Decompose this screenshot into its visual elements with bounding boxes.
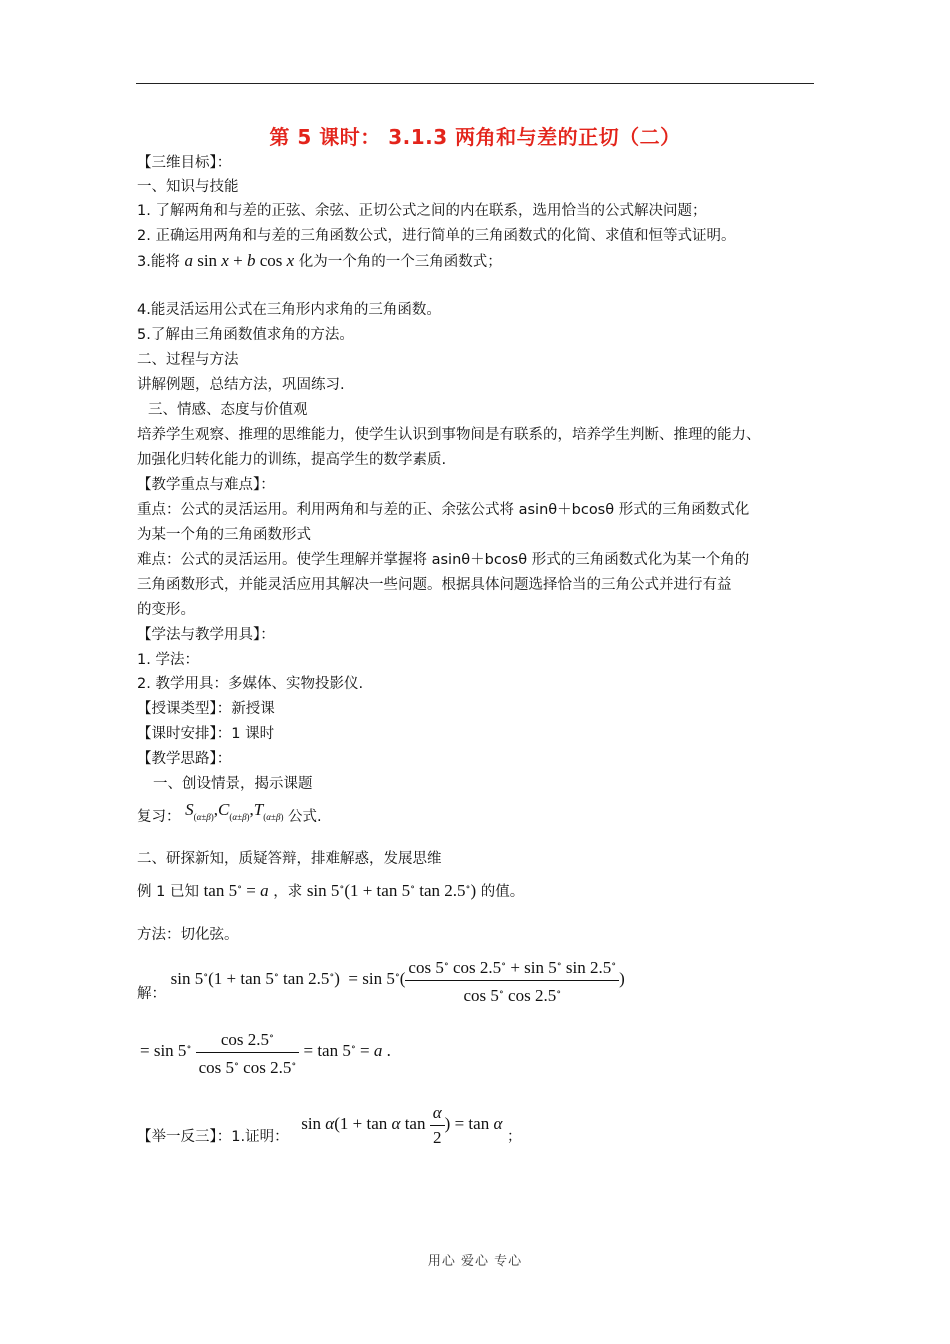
subsection-heading: 二、过程与方法 xyxy=(137,352,239,368)
subsection-heading: 一、创设情景，揭示课题 xyxy=(153,776,313,792)
text-line: 讲解例题，总结方法，巩固练习. xyxy=(137,377,345,393)
text-fragment: 化为一个角的一个三角函数式； xyxy=(298,254,502,270)
text-line: 5.了解由三角函数值求角的方法。 xyxy=(137,327,354,343)
text-line: 2. 教学用具：多媒体、实物投影仪. xyxy=(137,676,364,692)
text-fragment: ，求 xyxy=(273,884,303,900)
header-rule xyxy=(136,83,814,84)
section-heading: 【三维目标】： xyxy=(137,155,232,171)
text-line: 加强化归转化能力的训练，提高学生的数学素质. xyxy=(137,452,447,468)
text-line: 难点：公式的灵活运用。使学生理解并掌握将 asinθ＋bcosθ 形式的三角函数式化为某一个角的 xyxy=(137,552,750,568)
section-heading: 【授课类型】：新授课 xyxy=(137,701,275,717)
formula-example-expression: sin 5∘(1 + tan 5∘ tan 2.5∘) xyxy=(306,881,477,900)
text-fragment: 例 1 已知 xyxy=(137,884,199,900)
text-line: 2. 正确运用两角和与差的三角函数公式，进行简单的三角函数式的化简、求值和恒等式证明。 xyxy=(137,228,736,244)
text-line: 1. 学法： xyxy=(137,652,199,668)
section-heading: 【教学重点与难点】： xyxy=(137,477,275,493)
subsection-heading: 一、知识与技能 xyxy=(137,179,239,195)
solution-line xyxy=(137,950,625,1020)
formula-tan5-eq-a: tan 5∘ = a xyxy=(203,881,269,900)
formula-solution-step2: = sin 5∘ $\frac{\cos 2.5^\circ}{\cos 5^\circ \cos 2.5^\circ}$ = tan 5∘ = a . xyxy=(140,1041,391,1060)
section-heading: 【课时安排】：1 课时 xyxy=(137,726,275,742)
solution-label: 解： xyxy=(137,986,166,1002)
text-line-formula xyxy=(137,251,502,272)
text-fragment: 公式. xyxy=(288,809,322,825)
solution-line-2 xyxy=(140,1022,391,1080)
page-footer: 用心 爱心 专心 xyxy=(427,1254,523,1269)
text-fragment: 3.能将 xyxy=(137,254,180,270)
text-line: 三角函数形式，并能灵活应用其解决一些问题。根据具体问题选择恰当的三角公式并进行有益 xyxy=(137,577,732,593)
text-fragment: 【举一反三】：1.证明： xyxy=(137,1129,289,1145)
text-fragment: 复习： xyxy=(137,809,181,825)
subsection-heading: 二、研探新知，质疑答辩，排难解惑，发展思维 xyxy=(137,851,442,867)
practice-line xyxy=(137,1098,522,1163)
text-fragment: 的值。 xyxy=(480,884,525,900)
text-line: 培养学生观察、推理的思维能力，使学生认识到事物间是有联系的，培养学生判断、推理的能力、 xyxy=(137,427,761,443)
review-line xyxy=(137,797,322,830)
section-heading: 【学法与教学用具】： xyxy=(137,627,275,643)
page-title: 第 5 课时： 3.1.3 两角和与差的正切（二） xyxy=(269,125,681,149)
section-heading: 【教学思路】： xyxy=(137,751,232,767)
text-line: 4.能灵活运用公式在三角形内求角的三角函数。 xyxy=(137,302,441,318)
text-line: 方法：切化弦。 xyxy=(137,927,239,943)
text-line: 重点：公式的灵活运用。利用两角和与差的正、余弦公式将 asinθ＋bcosθ 形式的三角函数式化 xyxy=(137,502,750,518)
formula-s-c-t: $S_{(\alpha\pm\beta)},C_{(\alpha\pm\beta)},T_{(\alpha\pm\beta)}$ xyxy=(185,800,284,822)
text-line: 的变形。 xyxy=(137,602,195,618)
example-line xyxy=(137,878,524,902)
text-line: 1. 了解两角和与差的正弦、余弦、正切公式之间的内在联系，选用恰当的公式解决问题； xyxy=(137,203,707,219)
formula-asinx-bcosx: a sin x + b cos x xyxy=(184,251,295,270)
text-fragment: ； xyxy=(507,1129,522,1145)
formula-solution-step1: sin 5∘(1 + tan 5∘ tan 2.5∘) = sin 5∘( $\frac{\cos 5^\circ \cos 2.5^\circ + \sin 5^\circ \sin 2.5^\circ}{\cos 5^\circ \cos 2.5^\circ}$ ) xyxy=(171,969,625,988)
subsection-heading: 三、情感、态度与价值观 xyxy=(148,402,308,418)
formula-proof: sin α(1 + tan α tan $\frac{\alpha}{2}$ ) = tan α xyxy=(301,1102,503,1147)
text-line: 为某一个角的三角函数形式 xyxy=(137,527,311,543)
